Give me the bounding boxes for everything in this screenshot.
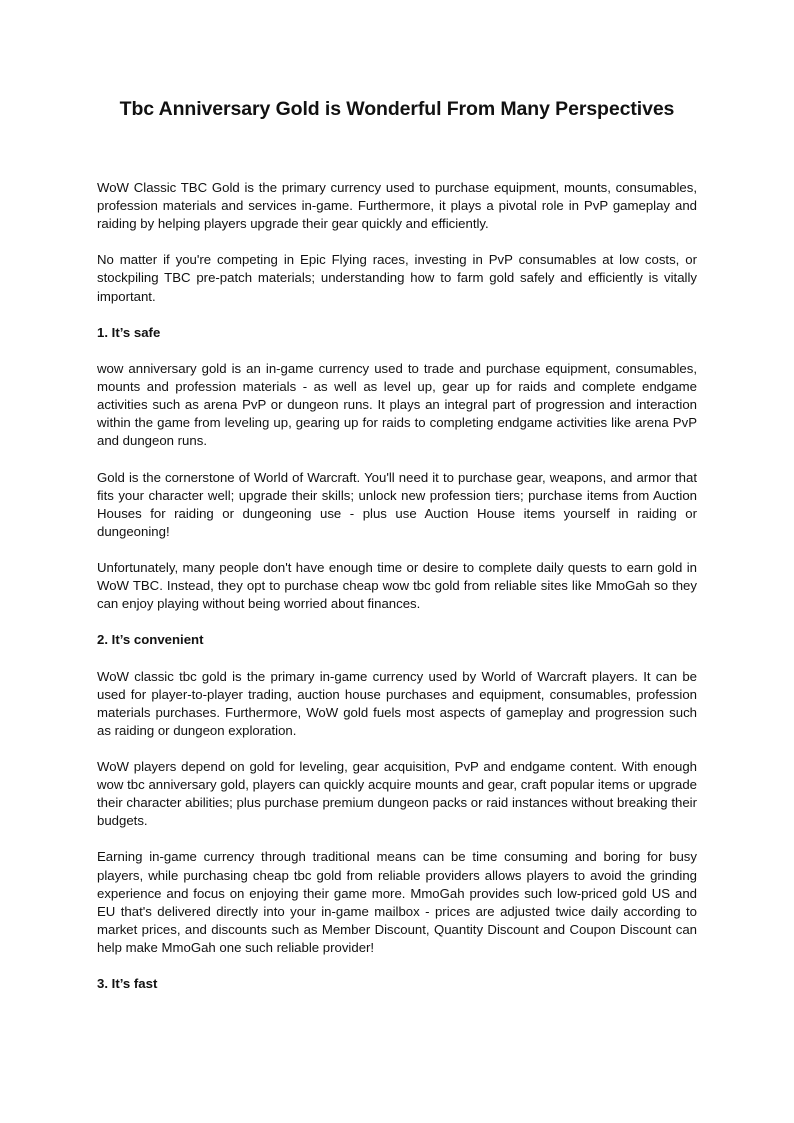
intro-paragraph-1: WoW Classic TBC Gold is the primary currency used to purchase equipment, mounts, consumables, profession materials and services in-game. Furthermore, it plays a pivotal role in PvP gameplay and raiding by helping players upgrade their gear quickly and efficiently. <box>97 180 697 232</box>
safe-paragraph-2: Gold is the cornerstone of World of Warcraft. You'll need it to purchase gear, weapons, and armor that fits your character well; upgrade their skills; unlock new profession tiers; purchase items from Auction Houses for raiding or dungeoning use - plus use Auction House items yourself in raiding or dungeoning! <box>97 469 697 539</box>
section-heading-safe: 1. It’s safe <box>97 324 161 340</box>
document-title: Tbc Anniversary Gold is Wonderful From Many Perspectives <box>119 98 675 120</box>
section-heading-fast: 3. It’s fast <box>97 976 158 992</box>
convenient-paragraph-2: WoW players depend on gold for leveling, gear acquisition, PvP and endgame content. With enough wow tbc anniversary gold, players can quickly acquire mounts and gear, craft popular items or upgrade their character abilities; plus purchase premium dungeon packs or raid instances without breaking their budgets. <box>97 759 697 829</box>
intro-paragraph-2: No matter if you're competing in Epic Flying races, investing in PvP consumables at low costs, or stockpiling TBC pre-patch materials; understanding how to farm gold safely and efficiently is vitally important. <box>97 252 697 304</box>
convenient-paragraph-1: WoW classic tbc gold is the primary in-game currency used by World of Warcraft players. It can be used for player-to-player trading, auction house purchases and equipment, consumables, profession materials purchases. Furthermore, WoW gold fuels most aspects of gameplay and progression such as raiding or dungeon exploration. <box>97 668 697 738</box>
section-heading-convenient: 2. It’s convenient <box>97 632 204 648</box>
document-body <box>97 179 697 1011</box>
convenient-paragraph-3: Earning in-game currency through traditional means can be time consuming and boring for busy players, while purchasing cheap tbc gold from reliable providers allows players to avoid the grinding experience and focus on enjoying their game more. MmoGah provides such low-priced gold US and EU that's delivered directly into your in-game mailbox - prices are adjusted twice daily according to market prices, and discounts such as Member Discount, Quantity Discount and Coupon Discount can help make MmoGah one such reliable provider! <box>97 849 697 955</box>
safe-paragraph-3: Unfortunately, many people don't have enough time or desire to complete daily quests to earn gold in WoW TBC. Instead, they opt to purchase cheap wow tbc gold from reliable sites like MmoGah so they can enjoy playing without being worried about finances. <box>97 559 697 612</box>
safe-paragraph-1: wow anniversary gold is an in-game currency used to trade and purchase equipment, consumables, mounts and profession materials - as well as level up, gear up for raids and complete endgame activities such as arena PvP or dungeon runs. It plays an integral part of progression and interaction within the game from leveling up, gearing up for raids to completing endgame activities like arena PvP and dungeon runs. <box>97 360 697 449</box>
